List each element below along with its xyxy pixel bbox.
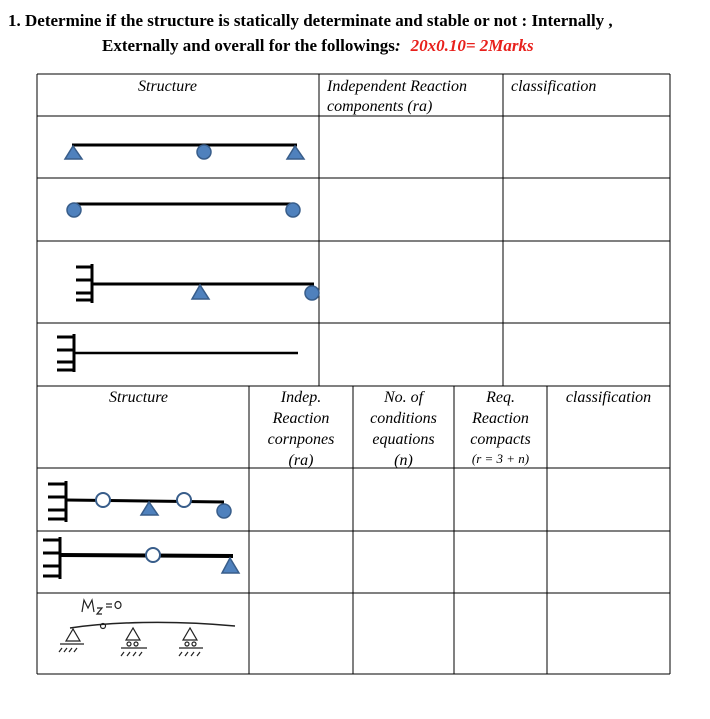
table1-header-classification: classification (511, 78, 597, 95)
question-line-1: 1. Determine if the structure is statically determinate and stable or not : Internally , (8, 11, 613, 30)
table2-header-indep-2: Reaction (272, 410, 330, 427)
table2-header-cond-2: conditions (370, 410, 437, 427)
table2-header-structure: Structure (109, 389, 168, 406)
table2-header-indep-1: Indep. (280, 389, 322, 406)
table2-header-cond-3: equations (372, 431, 435, 448)
table1-header-structure: Structure (138, 78, 197, 95)
handdrawn-beam-hinge-icon (59, 600, 235, 656)
beam-fixed-hinges-pin-roller-icon (48, 481, 231, 522)
table2-header-conditions (353, 387, 454, 471)
question-line-2-text: Externally and overall for the followings (102, 36, 395, 55)
beam-pin-roller-pin-icon (65, 145, 304, 159)
table1-header-reactions-2: components (ra) (327, 98, 433, 115)
table2-header-required (454, 387, 547, 467)
table2-header-cond-4: (n) (394, 452, 413, 469)
table2-header-classification: classification (565, 389, 652, 406)
table2-header-indep-4: (ra) (288, 452, 314, 469)
table2-header-indep (249, 387, 353, 471)
table2-header-indep-3: cornpones (267, 431, 335, 448)
table2-header-cond-1: No. of (383, 389, 424, 406)
question-colon: : (394, 36, 401, 55)
beam-fixed-hinge-pin-icon (43, 537, 239, 579)
table2-header-req-2: Reaction (472, 410, 529, 427)
table2-header-req-3: compacts (470, 431, 531, 448)
table2-header-req-1: Req. (486, 389, 515, 406)
table2-header-req-4: (r = 3 + n) (471, 451, 530, 466)
beam-fixed-pin-roller-icon (76, 264, 319, 303)
beam-fixed-cantilever-icon (57, 334, 298, 372)
beam-roller-roller-icon (67, 203, 300, 217)
table1-header-reactions-1: Independent Reaction (327, 78, 467, 95)
marks-label: 20x0.10= 2Marks (410, 36, 534, 55)
